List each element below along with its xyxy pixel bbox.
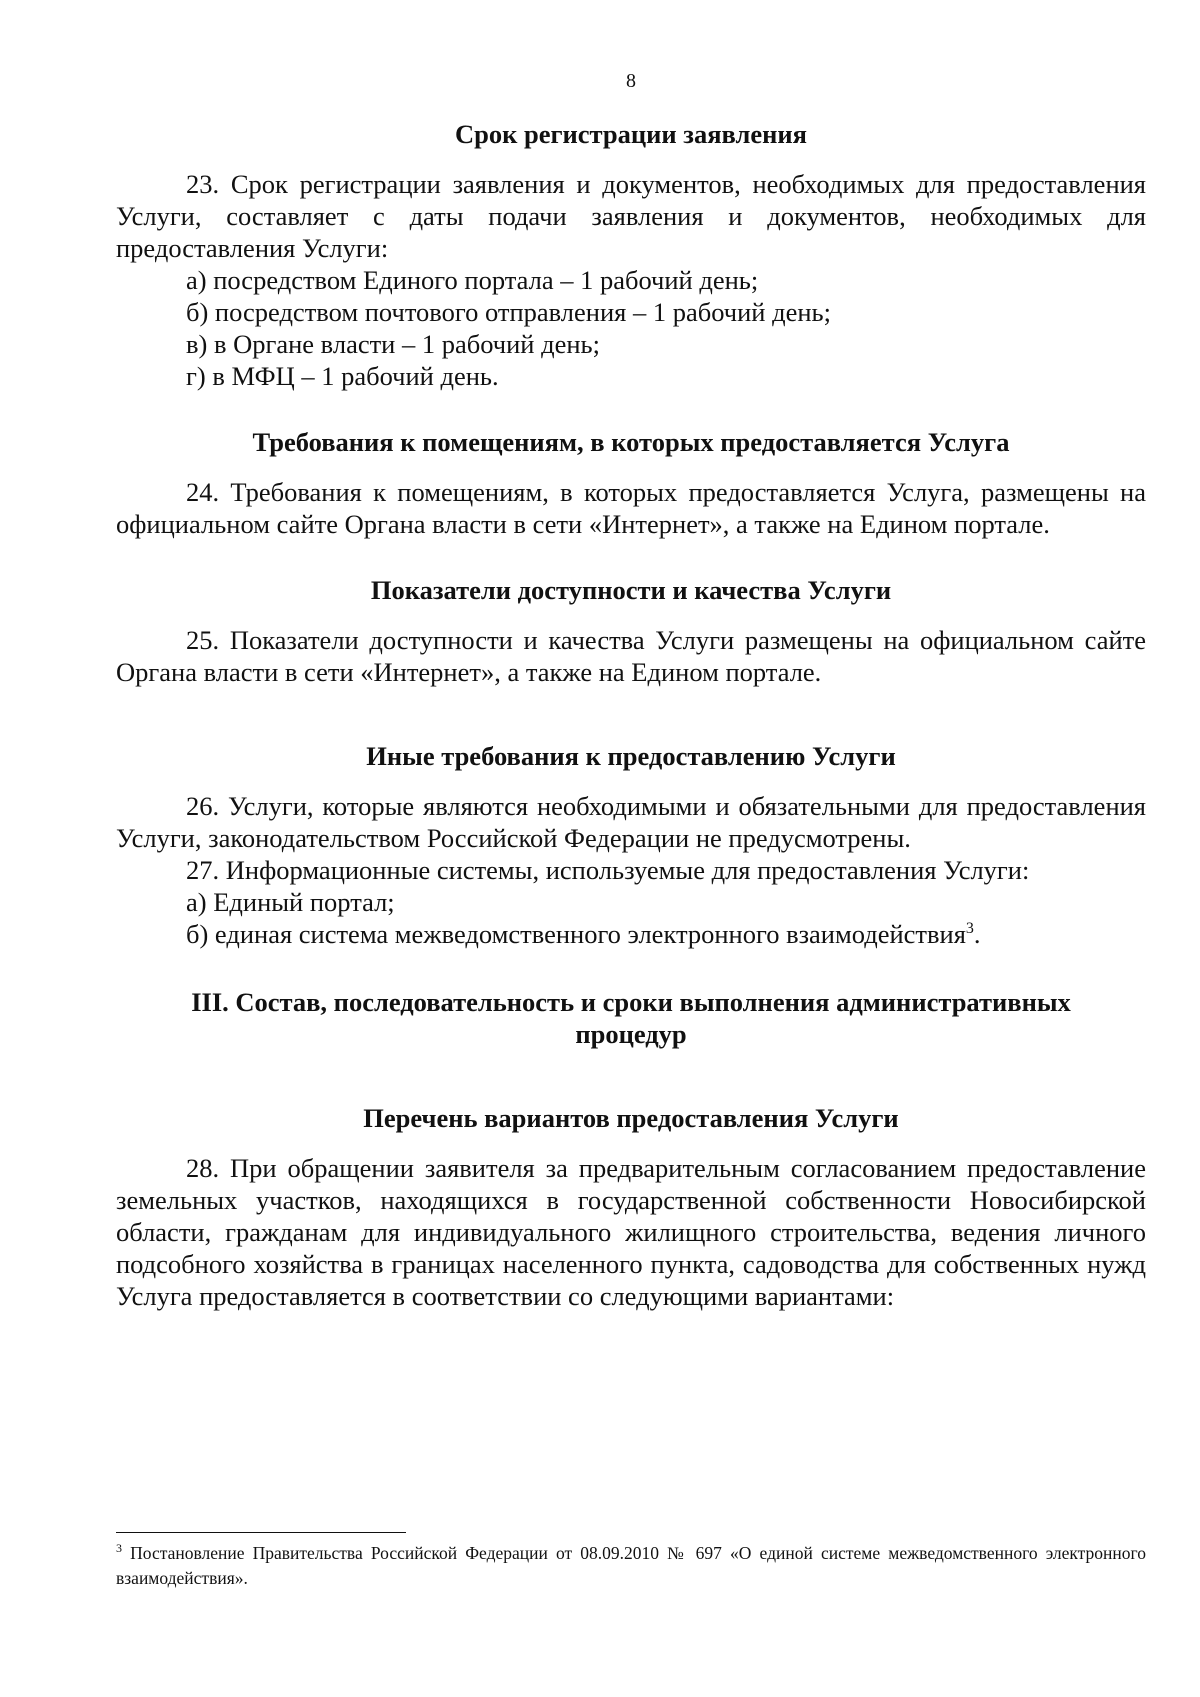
list-item-27b [116, 918, 1146, 950]
section-heading-registration-term: Срок регистрации заявления [454, 119, 808, 149]
chapter-heading-line-1: III. Состав, последовательность и сроки выполнения административных [191, 987, 1071, 1017]
section-heading-accessibility-indicators: Показатели доступности и качества Услуги [370, 575, 892, 605]
section-heading-premises-requirements: Требования к помещениям, в которых предоставляется Услуга [252, 427, 1010, 457]
list-item-23c: в) в Органе власти – 1 рабочий день; [186, 329, 600, 359]
list-item-27b-end: . [973, 919, 981, 949]
document-body [116, 118, 1146, 1312]
list-item-27a: а) Единый портал; [186, 887, 395, 917]
footnote-marker: 3 [116, 1541, 122, 1556]
footnote-text: Постановление Правительства Российской Федерации от 08.09.2010 № 697 «О единой системе межведомственного электронного взаимодействия». [116, 1543, 1146, 1588]
chapter-heading-line-2: процедур [575, 1019, 687, 1049]
paragraph-25: 25. Показатели доступности и качества Услуги размещены на официальном сайте Органа власти в сети «Интернет», а также на Едином портале. [116, 625, 1146, 687]
page-number: 8 [626, 70, 636, 92]
list-item-23a: а) посредством Единого портала – 1 рабочий день; [186, 265, 759, 295]
paragraph-23: 23. Срок регистрации заявления и документов, необходимых для предоставления Услуги, составляет с даты подачи заявления и документов, необходимых для предоставления Услуги: [116, 169, 1146, 263]
list-item-23d: г) в МФЦ – 1 рабочий день. [186, 361, 499, 391]
paragraph-24: 24. Требования к помещениям, в которых предоставляется Услуга, размещены на официальном сайте Органа власти в сети «Интернет», а также на Едином портале. [116, 477, 1146, 539]
footnote-reference: 3 [965, 920, 974, 938]
paragraph-28: 28. При обращении заявителя за предварительным согласованием предоставление земельных участков, находящихся в государственной собственности Новосибирской области, гражданам для индивидуального жилищного строительства, ведения личного подсобного хозяйства в границах населенного пункта, садоводства для собственных нужд Услуга предоставляется в соответствии со следующими вариантами: [116, 1153, 1146, 1311]
list-item-27b-text: б) единая система межведомственного электронного взаимодействия [186, 919, 966, 949]
paragraph-27: 27. Информационные системы, используемые для предоставления Услуги: [186, 855, 1030, 885]
paragraph-26: 26. Услуги, которые являются необходимыми и обязательными для предоставления Услуги, законодательством Российской Федерации не предусмотрены. [116, 791, 1146, 853]
section-heading-service-variants: Перечень вариантов предоставления Услуги [363, 1103, 899, 1133]
list-item-23b: б) посредством почтового отправления – 1 рабочий день; [186, 297, 831, 327]
footnote [116, 1541, 1146, 1591]
footnote-separator [116, 1532, 406, 1533]
section-heading-other-requirements: Иные требования к предоставлению Услуги [366, 741, 896, 771]
